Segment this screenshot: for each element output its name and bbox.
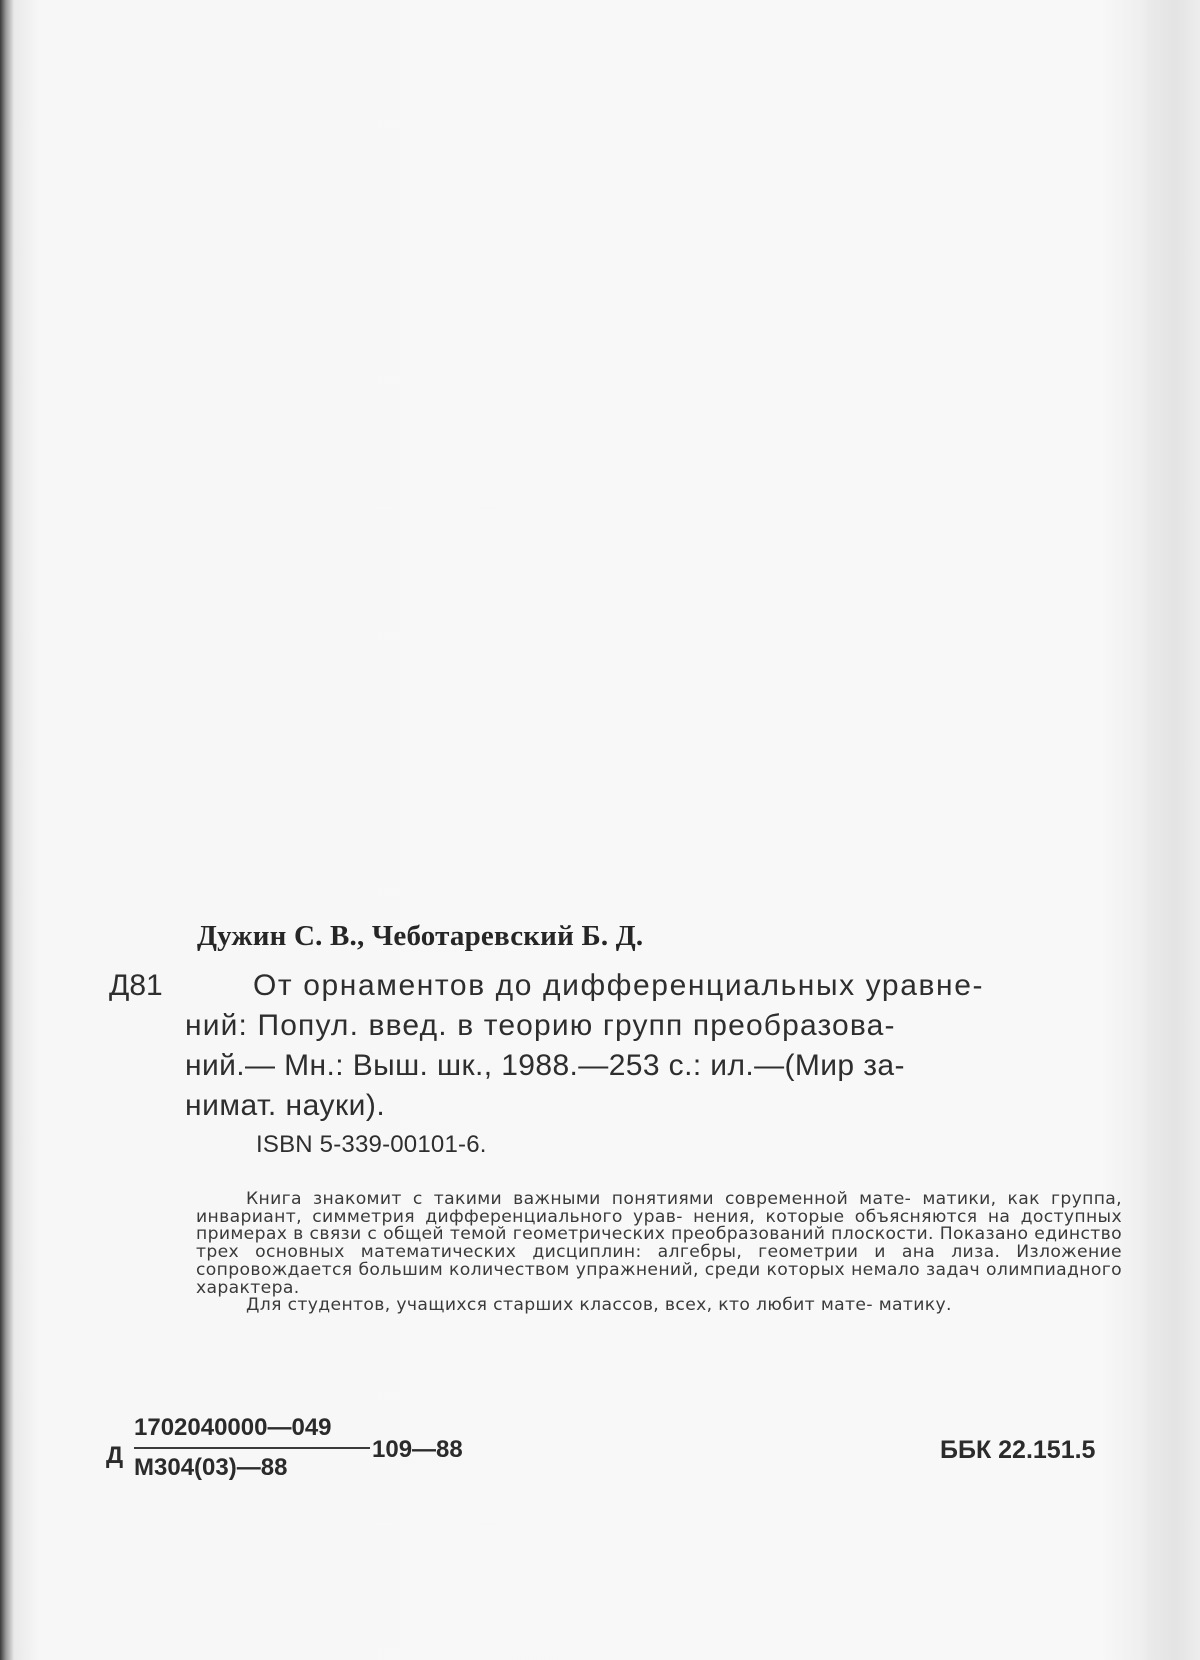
annotation-paragraph [196, 1297, 1122, 1315]
annotation-line: Книга знакомит с такими важными понятиями современной мате- [246, 1189, 912, 1209]
bibliographic-line: ний.— Мн.: Выш. шк., 1988.—253 с.: ил.—(Мир за- [185, 1049, 905, 1082]
annotation-line: темой геометрических преобразований плоскости. Показано единство [449, 1224, 1122, 1245]
book-authors: Дужин С. В., Чеботаревский Б. Д. [197, 920, 644, 952]
bibliographic-line: ний: Попул. введ. в теорию групп преобразова- [185, 1009, 896, 1042]
classification-index [106, 1414, 506, 1494]
classification-denominator: М304(03)—88 [134, 1454, 288, 1481]
library-code: Д81 [109, 969, 163, 1002]
annotation-line: матики, как группа, инвариант, симметрия дифференциального урав- [196, 1189, 1122, 1227]
annotation-line: трех основных математических дисциплин: алгебры, геометрии и ана [196, 1242, 936, 1263]
bibliographic-line: От орнаментов до дифференциальных уравне- [253, 969, 985, 1002]
annotation-line: лиза. Изложение сопровождается большим количеством упражнений, [196, 1242, 1122, 1280]
annotation-line: среди которых немало задач олимпиадного характера. [196, 1259, 1122, 1298]
classification-letter: Д [106, 1442, 124, 1469]
annotation-line: Для студентов, учащихся старших классов, всех, кто любит мате- [246, 1295, 873, 1316]
classification-numerator: 1702040000—049 [134, 1414, 332, 1441]
isbn: ISBN 5-339-00101-6. [256, 1131, 487, 1158]
annotation-line: матику. [878, 1295, 952, 1316]
book-annotation [196, 1191, 1122, 1315]
annotation-line: нения, которые объясняются на доступных примерах в связи с общей [196, 1206, 1122, 1245]
annotation-paragraph [196, 1191, 1122, 1297]
fraction-line [134, 1447, 370, 1449]
bibliographic-line: нимат. науки). [185, 1089, 386, 1122]
bbk-code: ББК 22.151.5 [940, 1436, 1096, 1464]
classification-suffix: 109—88 [372, 1436, 463, 1463]
page-edge-shadow [1140, 0, 1200, 1660]
